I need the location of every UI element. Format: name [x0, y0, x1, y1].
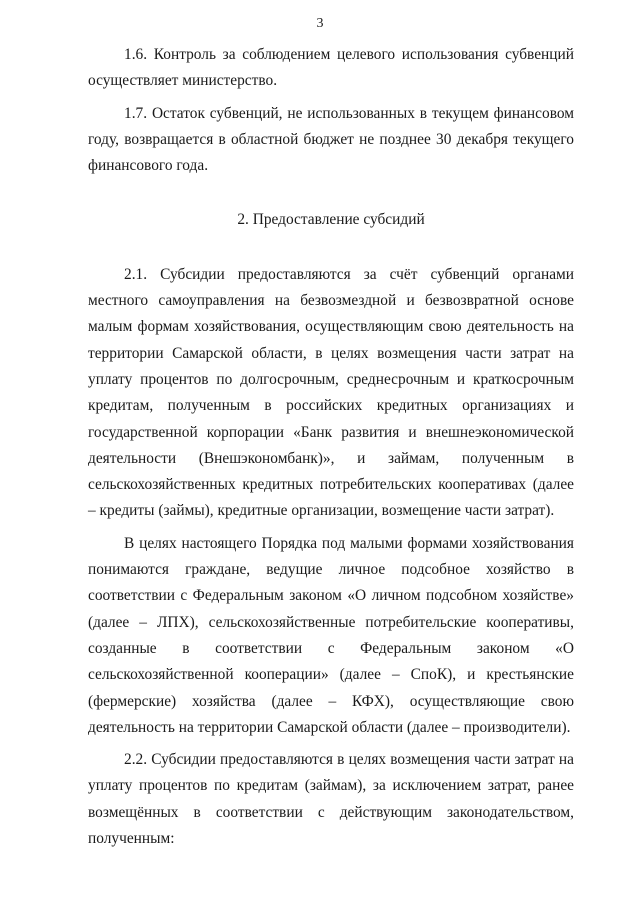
paragraph-2-2: 2.2. Субсидии предоставляются в целях возмещения части затрат на уплату процентов по кредитам (займам), за исключением затрат, ранее возмещённых в соответствии с действующим законодательством, полученным:	[88, 751, 574, 848]
paragraph-1-6: 1.6. Контроль за соблюдением целевого использования субвенций осуществляет министерство.	[88, 46, 574, 90]
document-body	[88, 42, 574, 852]
paragraph-2-1: 2.1. Субсидии предоставляются за счёт субвенций органами местного самоуправления на безвозмездной и безвозвратной основе малым формам хозяйствования, осуществляющим свою деятельность на территории Самарской области, в целях возмещения части затрат на уплату процентов по долгосрочным, среднесрочным и краткосрочным кредитам, полученным в российских кредитных организациях и государственной корпорации «Банк развития и внешнеэкономической деятельности (Внешэкономбанк)», и займам, полученным в сельскохозяйственных кредитных потребительских кооперативах (далее – кредиты (займы), кредитные организации, возмещение части затрат).	[88, 265, 574, 520]
paragraph-definitions: В целях настоящего Порядка под малыми формами хозяйствования понимаются граждане, ведущие личное подсобное хозяйство в соответствии с Федеральным законом «О личном подсобном хозяйстве» (далее – ЛПХ), сельскохозяйственные потребительские кооперативы, созданные в соответствии с Федеральным законом «О сельскохозяйственной кооперации» (далее – СпоК), и крестьянские (фермерские) хозяйства (далее – КФХ), осуществляющие свою деятельность на территории Самарской области (далее – производители).	[88, 534, 574, 736]
section-heading: 2. Предоставление субсидий	[237, 211, 425, 229]
paragraph-1-7: 1.7. Остаток субвенций, не использованных в текущем финансовом году, возвращается в областной бюджет не позднее 30 декабря текущего финансового года.	[88, 104, 574, 175]
page-number: 3	[316, 16, 324, 31]
